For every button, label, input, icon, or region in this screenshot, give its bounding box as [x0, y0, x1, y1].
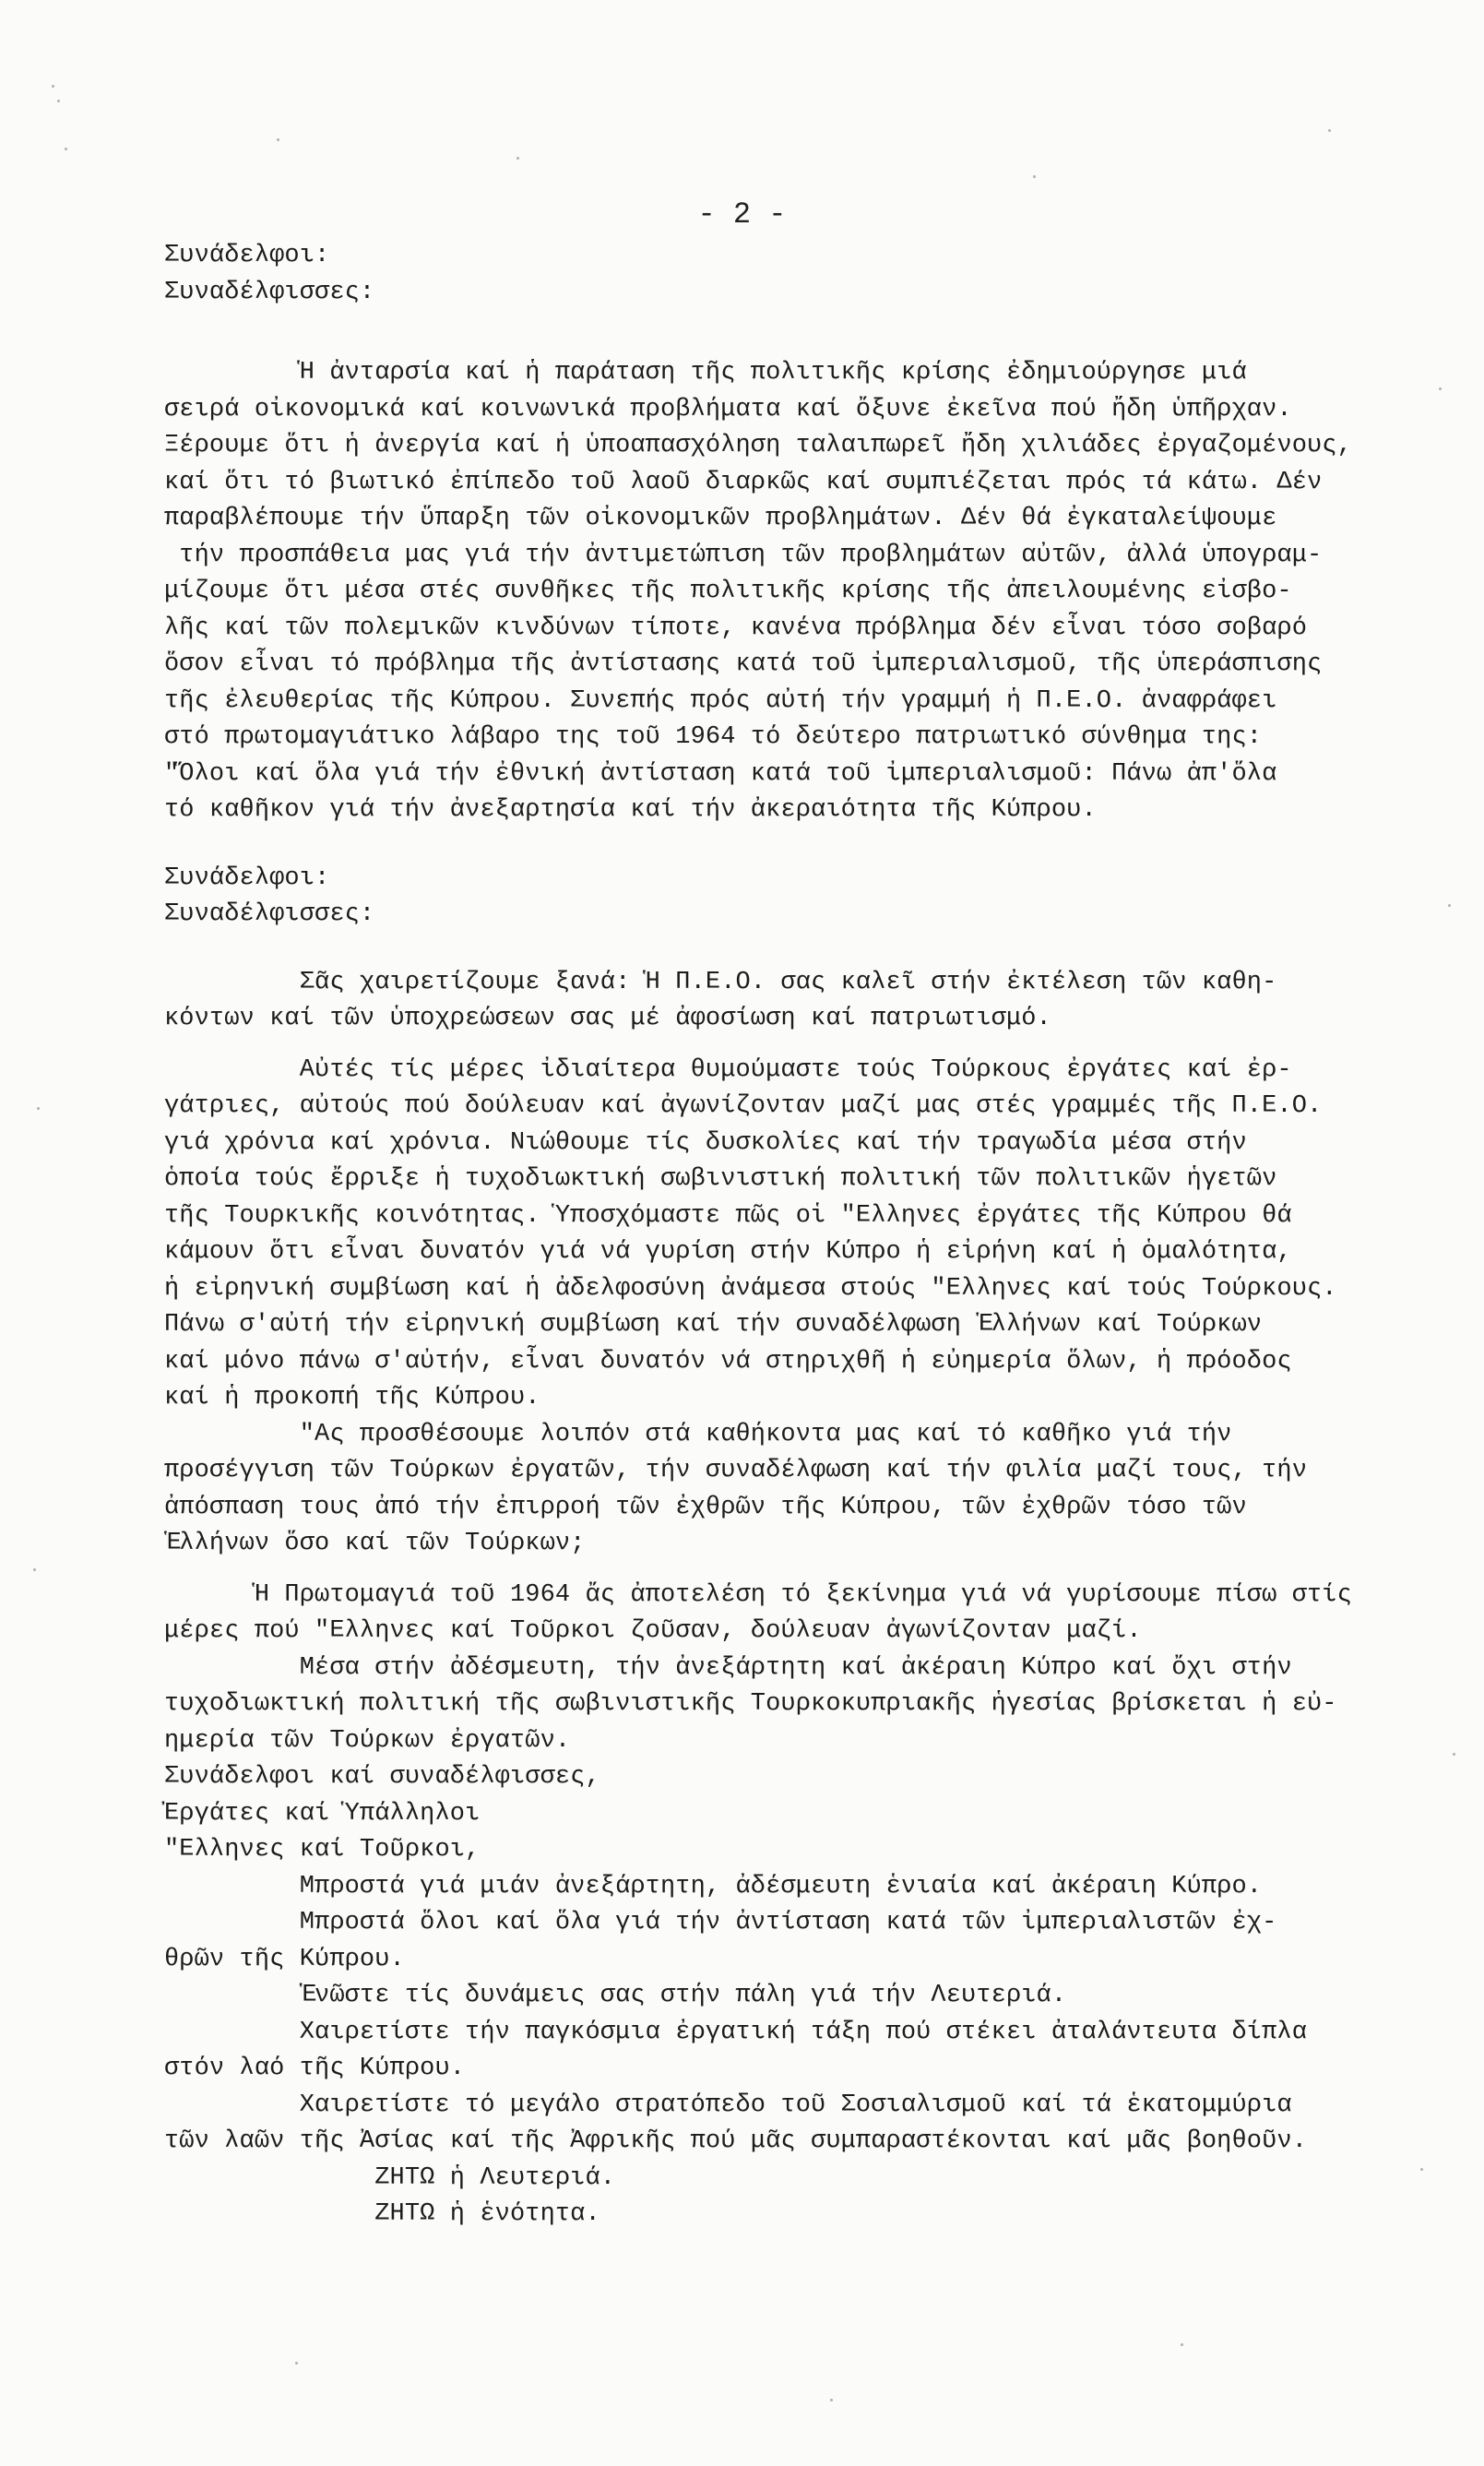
scan-speck: [37, 1107, 40, 1110]
text-line: κόντων καί τῶν ὑποχρεώσεων σας μέ ἀφοσίωση καί πατριωτισμό.: [164, 1005, 1051, 1032]
text-line: Πάνω σ'αὐτή τήν εἰρηνική συμβίωση καί τήν συναδέλφωση Ἑλλήνων καί Τούρκων: [164, 1311, 1263, 1339]
paragraph-tourkoi-ergates: [164, 1053, 1455, 1563]
text-line: Μπροστά ὅλοι καί ὅλα γιά τήν ἀντίσταση κατά τῶν ἰμπεριαλιστῶν ἐχ-: [164, 1909, 1277, 1936]
text-line: τῆς Τουρκικῆς κοινότητας. Ὑποσχόμαστε πῶς οἱ "Ελληνες ἐργάτες τῆς Κύπρου θά: [164, 1201, 1292, 1230]
scan-speck: [1033, 175, 1036, 178]
text-line: ὁποία τούς ἔρριξε ἡ τυχοδιωκτική σωβινιστική πολιτική τῶν πολιτικῶν ἡγετῶν: [164, 1165, 1277, 1193]
text-line: Μπροστά γιά μιάν ἀνεξάρτητη, ἀδέσμευτη ἑνιαία καί ἀκέραιη Κύπρο.: [164, 1872, 1263, 1900]
text-line: τήν προσπάθεια μας γιά τήν ἀντιμετώπιση τῶν προβλημάτων αὐτῶν, ἀλλά ὑπογραμ-: [164, 541, 1323, 569]
text-line: καί ὅτι τό βιωτικό ἐπίπεδο τοῦ λαοῦ διαρκῶς καί συμπιέζεται πρός τά κάτω. Δέν: [164, 468, 1323, 496]
text-line: τῆς ἐλευθερίας τῆς Κύπρου. Συνεπής πρός αὐτή τήν γραμμή ἡ Π.Ε.Ο. ἀναφράφει: [164, 686, 1277, 715]
page-number: - 2 -: [697, 197, 787, 232]
text-line: Συνάδελφοι:: [164, 864, 330, 892]
paragraph-gap: [164, 829, 1455, 861]
scan-speck: [295, 2362, 298, 2365]
text-line: Ἐργάτες καί Ὑπάλληλοι: [164, 1799, 481, 1828]
text-line: μέρες πού "Ελληνες καί Τοῦρκοι ζοῦσαν, δούλευαν ἀγωνίζονταν μαζί.: [164, 1617, 1142, 1645]
text-line: Ξέρουμε ὅτι ἡ ἀνεργία καί ἡ ὑποαπασχόληση ταλαιπωρεῖ ἤδη χιλιάδες ἐργαζομένους,: [164, 432, 1352, 459]
scan-speck: [277, 138, 279, 141]
text-line: Ἡ Πρωτομαγιά τοῦ 1964 ἄς ἀποτελέση τό ξεκίνημα γιά νά γυρίσουμε πίσω στίς: [164, 1580, 1352, 1609]
text-line: τῶν λαῶν τῆς Ἀσίας καί τῆς Ἀφρικῆς πού μᾶς συμπαραστέκονται καί μᾶς βοηθοῦν.: [164, 2127, 1307, 2155]
text-line: στό πρωτομαγιάτικο λάβαρο της τοῦ 1964 τό δεύτερο πατριωτικό σύνθημα της:: [164, 723, 1263, 751]
text-line: στόν λαό τῆς Κύπρου.: [164, 2055, 466, 2082]
text-line: γάτριες, αὐτούς πού δούλευαν καί ἀγωνίζονταν μαζί μας στές γραμμές τῆς Π.Ε.Ο.: [164, 1092, 1323, 1120]
text-line: ὅσον εἶναι τό πρόβλημα τῆς ἀντίστασης κατά τοῦ ἰμπεριαλισμοῦ, τῆς ὑπεράσπισης: [164, 650, 1323, 678]
paragraph-gap: [164, 934, 1455, 965]
scan-speck: [33, 1568, 36, 1571]
text-line: "Ὅλοι καί ὅλα γιά τήν ἐθνική ἀντίσταση κατά τοῦ ἰμπεριαλισμοῦ: Πάνω ἀπ'ὅλα: [164, 759, 1277, 788]
text-line: Αὐτές τίς μέρες ἰδιαίτερα θυμούμαστε τούς Τούρκους ἐργάτες καί ἐρ-: [164, 1055, 1292, 1084]
paragraph-protomagia: [164, 1578, 1455, 2234]
scan-speck: [516, 157, 519, 160]
scan-speck: [1328, 129, 1331, 132]
document-body: [164, 238, 1455, 2234]
text-line: καί ἡ προκοπή τῆς Κύπρου.: [164, 1384, 540, 1412]
text-line: τό καθῆκον γιά τήν ἀνεξαρτησία καί τήν ἀκεραιότητα τῆς Κύπρου.: [164, 796, 1097, 824]
paragraph-antarsia: [164, 355, 1455, 829]
text-line: "Ελληνες καί Τοῦρκοι,: [164, 1836, 481, 1864]
paragraph-gap: [164, 1563, 1455, 1578]
text-line: σειρά οἰκονομικά καί κοινωνικά προβλήματα καί ὄξυνε ἐκεῖνα πού ἤδη ὑπῆρχαν.: [164, 395, 1292, 423]
text-line: Σᾶς χαιρετίζουμε ξανά: Ἡ Π.Ε.Ο. σας καλεῖ στήν ἐκτέλεση τῶν καθη-: [164, 968, 1277, 996]
text-line: Χαιρετίστε τό μεγάλο στρατόπεδο τοῦ Σοσιαλισμοῦ καί τά ἑκατομμύρια: [164, 2091, 1292, 2119]
text-line: παραβλέπουμε τήν ὕπαρξη τῶν οἰκονομικῶν προβλημάτων. Δέν θά ἐγκαταλείψουμε: [164, 505, 1277, 532]
paragraph-gap: [164, 311, 1455, 355]
text-line: ημερία τῶν Τούρκων ἐργατῶν.: [164, 1726, 571, 1755]
text-line: Συνάδελφοι:: [164, 242, 330, 269]
scan-speck: [57, 100, 60, 102]
text-line: Συναδέλφισσες:: [164, 900, 375, 928]
paragraph-gap: [164, 1038, 1455, 1053]
text-line: θρῶν τῆς Κύπρου.: [164, 1945, 405, 1973]
text-line: γιά χρόνια καί χρόνια. Νιώθουμε τίς δυσκολίες καί τήν τραγωδία μέσα στήν: [164, 1128, 1247, 1157]
text-line: ΖΗΤΩ ἡ Λευτεριά.: [164, 2163, 616, 2192]
text-line: "Ας προσθέσουμε λοιπόν στά καθήκοντα μας καί τό καθῆκο γιά τήν: [164, 1420, 1232, 1448]
text-line: Συνάδελφοι καί συναδέλφισσες,: [164, 1763, 600, 1791]
text-line: μίζουμε ὅτι μέσα στές συνθῆκες τῆς πολιτικῆς κρίσης τῆς ἀπειλουμένης εἰσβο-: [164, 578, 1292, 605]
text-line: λῆς καί τῶν πολεμικῶν κινδύνων τίποτε, κανένα πρόβλημα δέν εἶναι τόσο σοβαρό: [164, 614, 1307, 642]
scan-speck: [65, 148, 67, 150]
text-line: τυχοδιωκτική πολιτική τῆς σωβινιστικῆς Τουρκοκυπριακῆς ἡγεσίας βρίσκεται ἡ εὐ-: [164, 1690, 1337, 1718]
text-line: Ἑνῶστε τίς δυνάμεις σας στήν πάλη γιά τήν Λευτεριά.: [164, 1982, 1067, 2009]
salutation-2: [164, 861, 1455, 934]
text-line: ἡ εἰρηνική συμβίωση καί ἡ ἀδελφοσύνη ἀνάμεσα στούς "Ελληνες καί τούς Τούρκους.: [164, 1274, 1337, 1303]
scan-speck: [52, 85, 54, 88]
text-line: Συναδέλφισσες:: [164, 278, 375, 306]
text-line: ἀπόσπαση τους ἀπό τήν ἐπιρροή τῶν ἐχθρῶν τῆς Κύπρου, τῶν ἐχθρῶν τόσο τῶν: [164, 1493, 1247, 1521]
text-line: Ἡ ἀνταρσία καί ἡ παράταση τῆς πολιτικῆς κρίσης ἐδημιούργησε μιά: [164, 359, 1247, 387]
text-line: Χαιρετίστε τήν παγκόσμια ἐργατική τάξη πού στέκει ἀταλάντευτα δίπλα: [164, 2018, 1307, 2046]
text-line: Ἑλλήνων ὅσο καί τῶν Τούρκων;: [164, 1530, 586, 1557]
scan-speck: [1181, 2343, 1183, 2346]
text-line: καί μόνο πάνω σ'αὐτήν, εἶναι δυνατόν νά στηριχθῆ ἡ εὐημερία ὅλων, ἡ πρόοδος: [164, 1347, 1292, 1376]
text-line: προσέγγιση τῶν Τούρκων ἐργατῶν, τήν συναδέλφωση καί τήν φιλία μαζί τους, τήν: [164, 1457, 1307, 1484]
scan-speck: [830, 2399, 833, 2401]
text-line: κάμουν ὅτι εἶναι δυνατόν γιά νά γυρίση στήν Κύπρο ἡ εἰρήνη καί ἡ ὁμαλότητα,: [164, 1238, 1292, 1266]
paragraph-xairetizoume: [164, 965, 1455, 1038]
salutation-1: [164, 238, 1455, 311]
text-line: Μέσα στήν ἀδέσμευτη, τήν ἀνεξάρτητη καί ἀκέραιη Κύπρο καί ὄχι στήν: [164, 1653, 1292, 1682]
text-line: ΖΗΤΩ ἡ ἑνότητα.: [164, 2200, 600, 2228]
